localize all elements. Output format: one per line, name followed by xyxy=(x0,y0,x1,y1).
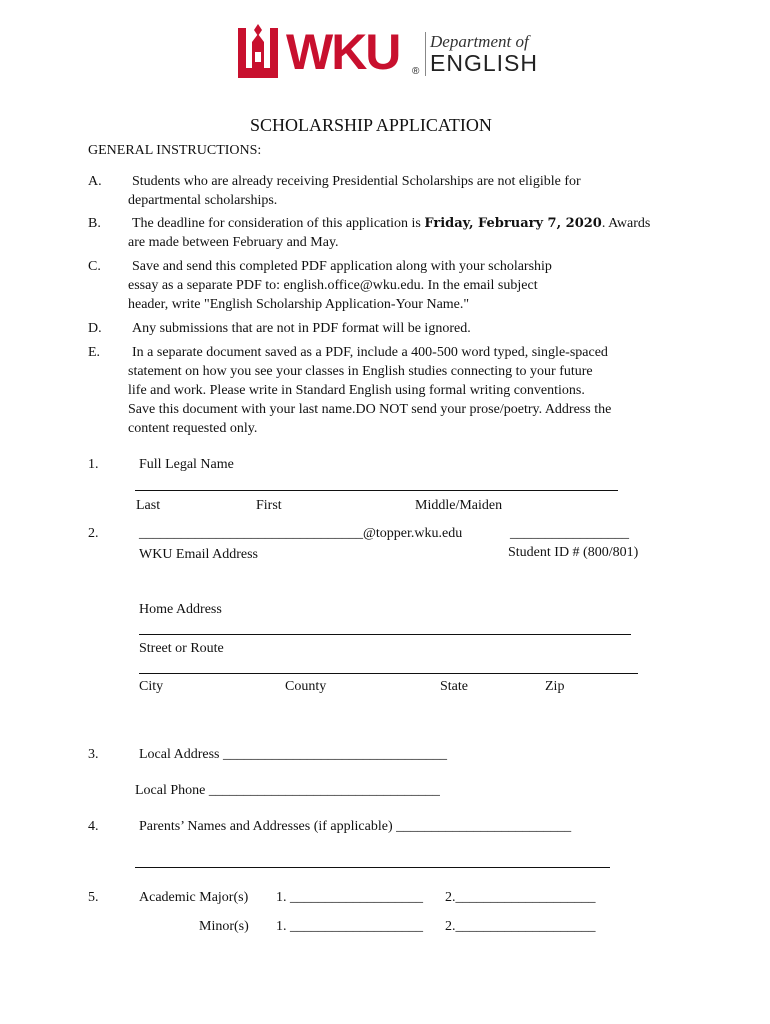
instruction-e-line-1: In a separate document saved as a PDF, include a 400-500 word typed, single-spaced xyxy=(132,345,608,360)
instruction-letter-b: B. xyxy=(88,216,101,231)
major-1-number: 1. xyxy=(276,890,287,905)
parents-label: Parents’ Names and Addresses (if applicable) xyxy=(139,819,393,834)
major-2-field xyxy=(445,888,596,907)
instruction-c xyxy=(128,257,658,314)
full-legal-name-label: Full Legal Name xyxy=(139,457,234,472)
local-address-field xyxy=(139,745,447,764)
minor-1-number: 1. xyxy=(276,919,287,934)
zip-label: Zip xyxy=(545,679,565,694)
instruction-a xyxy=(128,172,658,210)
wku-email-label: WKU Email Address xyxy=(139,547,258,562)
student-id-field[interactable]: _________________ xyxy=(510,526,629,541)
local-address-blank[interactable]: ________________________________ xyxy=(222,747,447,762)
middle-maiden-label: Middle/Maiden xyxy=(415,498,503,513)
instruction-d xyxy=(128,319,658,338)
state-label: State xyxy=(440,679,468,694)
minor-2-field xyxy=(445,917,596,936)
instruction-e xyxy=(128,343,658,438)
instruction-a-line-1: Students who are already receiving Presidential Scholarships are not eligible for xyxy=(132,174,581,189)
minor-label: Minor(s) xyxy=(199,919,249,934)
minor-1-blank[interactable]: ___________________ xyxy=(290,919,423,934)
english-text: ENGLISH xyxy=(430,50,538,76)
wku-email-blank[interactable]: ________________________________ xyxy=(139,526,363,541)
local-address-label: Local Address xyxy=(139,747,220,762)
parents-blank[interactable]: _________________________ xyxy=(396,819,572,834)
instruction-e-line-3: life and work. Please write in Standard English using formal writing conventions. xyxy=(128,383,585,398)
major-2-number: 2. xyxy=(445,890,456,905)
instruction-c-line-1: Save and send this completed PDF application along with your scholarship xyxy=(132,259,552,274)
wku-tower-logo-icon xyxy=(236,22,280,80)
parents-second-line[interactable] xyxy=(135,867,610,868)
wku-english-logo xyxy=(236,22,546,84)
field-number-3: 3. xyxy=(88,747,99,762)
instruction-letter-e: E. xyxy=(88,345,101,360)
instruction-d-line-1: Any submissions that are not in PDF format will be ignored. xyxy=(132,321,471,336)
instruction-b-line-1 xyxy=(128,214,658,233)
field-number-4: 4. xyxy=(88,819,99,834)
city-label: City xyxy=(139,679,164,694)
minor-2-blank[interactable]: ____________________ xyxy=(455,919,596,934)
logo-divider xyxy=(425,32,426,76)
student-id-label: Student ID # (800/801) xyxy=(508,545,639,560)
street-or-route-label: Street or Route xyxy=(139,641,224,656)
major-2-blank[interactable]: ____________________ xyxy=(455,890,596,905)
email-domain: @topper.wku.edu xyxy=(363,526,463,541)
instruction-letter-d: D. xyxy=(88,321,102,336)
instruction-b-post: . Awards xyxy=(601,216,651,231)
field-number-2: 2. xyxy=(88,526,99,541)
local-phone-field xyxy=(135,781,440,800)
full-legal-name-line[interactable] xyxy=(135,490,618,491)
deadline-date: Friday, February 7, 2020 xyxy=(424,216,602,231)
major-1-field xyxy=(276,888,423,907)
instruction-e-line-5: content requested only. xyxy=(128,421,258,436)
wku-wordmark: WKU xyxy=(286,24,400,80)
major-1-blank[interactable]: ___________________ xyxy=(290,890,423,905)
academic-major-label: Academic Major(s) xyxy=(139,890,249,905)
local-phone-blank[interactable]: _________________________________ xyxy=(208,783,440,798)
wku-email-field[interactable] xyxy=(139,524,462,543)
instruction-e-line-2: statement on how you see your classes in English studies connecting to your future xyxy=(128,364,593,379)
last-name-label: Last xyxy=(136,498,161,513)
parents-field xyxy=(139,817,571,836)
page-title: SCHOLARSHIP APPLICATION xyxy=(250,115,492,135)
street-line[interactable] xyxy=(139,634,631,635)
instruction-letter-c: C. xyxy=(88,259,101,274)
county-label: County xyxy=(285,679,327,694)
instruction-letter-a: A. xyxy=(88,174,102,189)
instruction-e-line-4: Save this document with your last name.DO NOT send your prose/poetry. Address the xyxy=(128,402,612,417)
minor-1-field xyxy=(276,917,423,936)
instruction-b-pre: The deadline for consideration of this application is xyxy=(132,216,425,231)
first-name-label: First xyxy=(256,498,282,513)
field-number-1: 1. xyxy=(88,457,99,472)
minor-2-number: 2. xyxy=(445,919,456,934)
department-of-text: Department of xyxy=(430,32,529,51)
city-line[interactable] xyxy=(139,673,638,674)
registered-mark: ® xyxy=(412,66,420,77)
instruction-c-line-3: header, write "English Scholarship Application-Your Name." xyxy=(128,297,470,312)
local-phone-label: Local Phone xyxy=(135,783,206,798)
instruction-b-line-2: are made between February and May. xyxy=(128,235,339,250)
instruction-a-line-2: departmental scholarships. xyxy=(128,193,278,208)
home-address-label: Home Address xyxy=(139,602,222,617)
instruction-c-line-2: essay as a separate PDF to: english.office@wku.edu. In the email subject xyxy=(128,278,538,293)
field-number-5: 5. xyxy=(88,890,99,905)
general-instructions-heading: GENERAL INSTRUCTIONS: xyxy=(88,143,262,158)
instruction-b xyxy=(128,214,658,252)
